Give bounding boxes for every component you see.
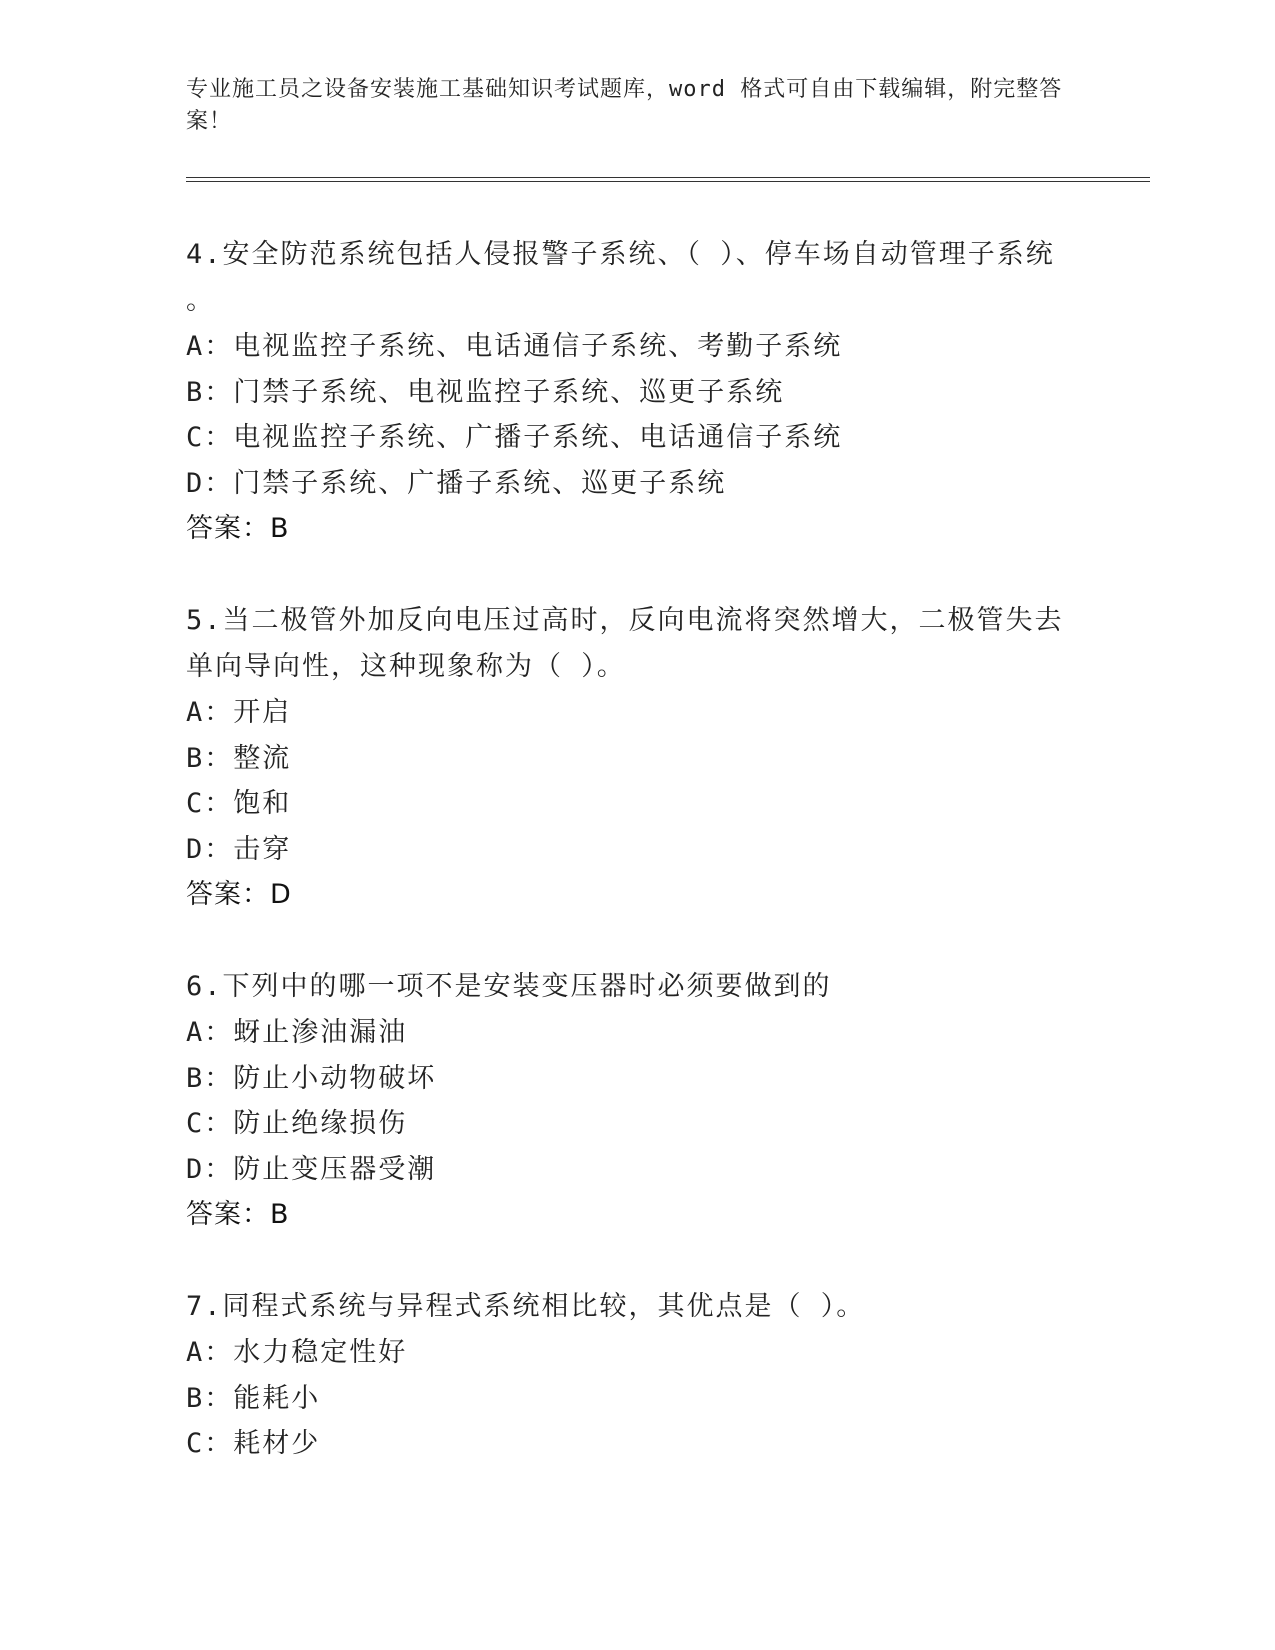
question-stem-continued: 单向导向性，这种现象称为（ ）。 [186,651,626,682]
option-a: A：水力稳定性好 [186,1337,408,1368]
spacer [186,1238,1086,1284]
option-c: C：饱和 [186,788,292,819]
header-divider-top [186,177,1150,178]
option-b: B：整流 [186,742,292,774]
question-4 [186,232,1086,552]
answer: 答案：B [186,513,290,544]
question-stem: 7.同程式系统与异程式系统相比较，其优点是（ ）。 [186,1291,866,1322]
answer: 答案：D [186,879,292,910]
question-stem: 5.当二极管外加反向电压过高时，反向电流将突然增大，二极管失去 [186,605,1064,636]
option-b: B：能耗小 [186,1382,321,1414]
option-c: C：电视监控子系统、广播子系统、电话通信子系统 [186,422,843,453]
option-c: C：耗材少 [186,1428,321,1459]
question-7 [186,1284,1086,1467]
question-5 [186,598,1086,918]
spacer [186,918,1086,964]
option-a: A：电视监控子系统、电话通信子系统、考勤子系统 [186,331,843,362]
option-d: D：门禁子系统、广播子系统、巡更子系统 [186,467,727,499]
option-d: D：防止变压器受潮 [186,1153,437,1185]
answer: 答案：B [186,1199,290,1230]
question-stem: 4.安全防范系统包括人侵报警子系统、（ ）、停车场自动管理子系统 [186,239,1055,270]
question-stem: 6.下列中的哪一项不是安装变压器时必须要做到的 [186,971,832,1002]
question-6 [186,964,1086,1238]
document-header: 专业施工员之设备安装施工基础知识考试题库，word 格式可自由下载编辑，附完整答案！ [186,77,1063,134]
option-a: A：开启 [186,697,292,728]
question-list [186,232,1086,1467]
header-divider-bottom [186,181,1150,182]
option-c: C：防止绝缘损伤 [186,1108,408,1139]
option-b: B：门禁子系统、电视监控子系统、巡更子系统 [186,376,785,408]
option-a: A：蚜止渗油漏油 [186,1017,408,1048]
spacer [186,552,1086,598]
question-stem-continued: 。 [186,285,215,316]
option-b: B：防止小动物破坏 [186,1062,437,1094]
option-d: D：击穿 [186,833,292,865]
